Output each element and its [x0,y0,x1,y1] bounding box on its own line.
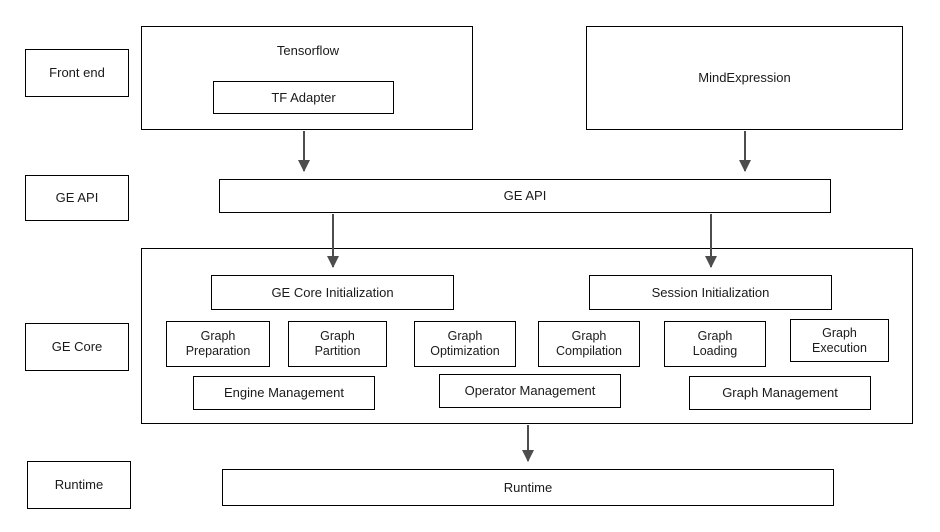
tf-adapter-box [213,81,394,114]
graph-management-box [689,376,871,410]
ge-core-initialization-label: GE Core Initialization [271,284,394,300]
runtime-bar [222,469,834,506]
layer-label-text: Runtime [54,477,104,493]
operator-management-box [439,374,621,408]
tf-adapter-label: TF Adapter [271,89,336,105]
mindexpression-box [586,26,903,130]
module-line-1: Graph [822,325,857,340]
runtime-bar-label: Runtime [503,479,553,495]
tensorflow-group [141,26,473,130]
module-line-1: Graph [447,329,483,343]
module-line-2: Partition [314,344,361,358]
module-graph-compilation [538,321,640,367]
layer-label-runtime [27,461,131,509]
graph-management-label: Graph Management [722,385,838,401]
module-line-2: Execution [812,340,867,355]
layer-label-text: GE Core [51,339,103,355]
module-graph-loading [664,321,766,367]
module-graph-partition [288,321,387,367]
layer-label-ge-core [25,323,129,371]
ge-core-initialization-box [211,275,454,310]
module-line-2: Preparation [185,344,251,358]
layer-label-ge-api [25,175,129,221]
module-graph-execution [790,319,889,362]
operator-management-label: Operator Management [464,383,596,399]
engine-management-box [193,376,375,410]
mindexpression-label: MindExpression [698,70,791,86]
module-line-2: Compilation [555,344,622,358]
layer-label-text: Front end [49,65,105,81]
module-graph-optimization [414,321,516,367]
module-line-1: Graph [697,329,733,343]
ge-api-bar [219,179,831,213]
module-line-2: Optimization [430,344,500,358]
ge-api-bar-label: GE API [503,188,547,204]
module-graph-preparation [166,321,270,367]
engine-management-label: Engine Management [224,385,344,401]
module-line-1: Graph [320,329,355,343]
session-initialization-label: Session Initialization [651,284,770,300]
layer-label-front-end [25,49,129,97]
tensorflow-title: Tensorflow [276,43,340,58]
module-line-2: Loading [692,344,738,358]
session-initialization-box [589,275,832,310]
module-line-1: Graph [200,329,236,343]
layer-label-text: GE API [55,190,99,206]
module-line-1: Graph [571,329,607,343]
